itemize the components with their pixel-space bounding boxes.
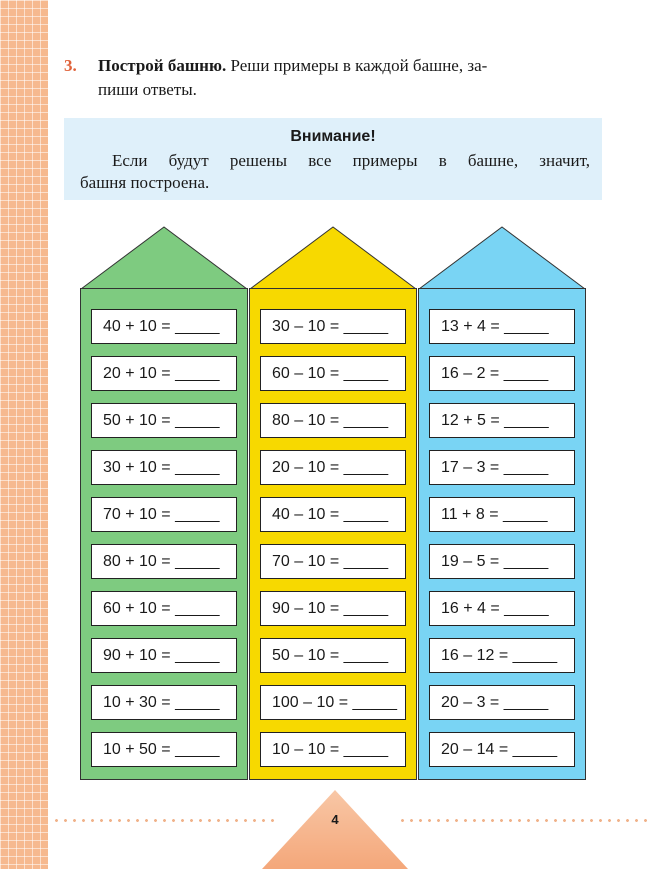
example-cell[interactable]: 17 – 3 = _____ <box>429 450 575 485</box>
example-cell[interactable]: 30 – 10 = _____ <box>260 309 406 344</box>
example-cell[interactable]: 50 – 10 = _____ <box>260 638 406 673</box>
tower-roof <box>249 226 417 290</box>
task-title: Построй башню. <box>98 56 227 75</box>
tower-yellow <box>249 226 417 780</box>
example-cell[interactable]: 50 + 10 = _____ <box>91 403 237 438</box>
attention-box <box>64 118 602 200</box>
task-3 <box>64 54 604 102</box>
example-cell[interactable]: 80 + 10 = _____ <box>91 544 237 579</box>
example-cell[interactable]: 80 – 10 = _____ <box>260 403 406 438</box>
footer-dots-right <box>398 819 650 822</box>
example-cell[interactable]: 90 – 10 = _____ <box>260 591 406 626</box>
task-number: 3. <box>64 56 77 75</box>
attention-text <box>80 150 590 194</box>
tower-body <box>418 288 586 780</box>
example-cell[interactable]: 12 + 5 = _____ <box>429 403 575 438</box>
attention-line2: башня построена. <box>80 173 210 192</box>
example-cell[interactable]: 16 + 4 = _____ <box>429 591 575 626</box>
tower-roof <box>80 226 248 290</box>
example-cell[interactable]: 90 + 10 = _____ <box>91 638 237 673</box>
example-cell[interactable]: 60 + 10 = _____ <box>91 591 237 626</box>
task-text-line2: пиши ответы. <box>98 80 197 99</box>
tower-body <box>80 288 248 780</box>
example-cell[interactable]: 11 + 8 = _____ <box>429 497 575 532</box>
footer-dots-left <box>52 819 274 822</box>
tower-green <box>80 226 248 780</box>
example-cell[interactable]: 60 – 10 = _____ <box>260 356 406 391</box>
tower-blue <box>418 226 586 780</box>
tower-roof <box>418 226 586 290</box>
example-cell[interactable]: 40 + 10 = _____ <box>91 309 237 344</box>
example-cell[interactable]: 10 + 30 = _____ <box>91 685 237 720</box>
attention-line1: Если будут решены все примеры в башне, значит, <box>112 151 590 170</box>
example-cell[interactable]: 19 – 5 = _____ <box>429 544 575 579</box>
attention-title: Внимание! <box>290 128 376 145</box>
example-cell[interactable]: 20 – 10 = _____ <box>260 450 406 485</box>
example-cell[interactable]: 16 – 2 = _____ <box>429 356 575 391</box>
example-cell[interactable]: 20 + 10 = _____ <box>91 356 237 391</box>
example-cell[interactable]: 30 + 10 = _____ <box>91 450 237 485</box>
example-cell[interactable]: 10 + 50 = _____ <box>91 732 237 767</box>
tower-body <box>249 288 417 780</box>
example-cell[interactable]: 20 – 14 = _____ <box>429 732 575 767</box>
margin-strip <box>0 0 48 869</box>
example-cell[interactable]: 70 – 10 = _____ <box>260 544 406 579</box>
page-corner-triangle <box>262 790 408 869</box>
example-cell[interactable]: 10 – 10 = _____ <box>260 732 406 767</box>
example-cell[interactable]: 20 – 3 = _____ <box>429 685 575 720</box>
example-cell[interactable]: 40 – 10 = _____ <box>260 497 406 532</box>
example-cell[interactable]: 16 – 12 = _____ <box>429 638 575 673</box>
example-cell[interactable]: 70 + 10 = _____ <box>91 497 237 532</box>
task-text-line1: Реши примеры в каждой башне, за- <box>230 56 488 75</box>
page-number: 4 <box>331 812 339 827</box>
example-cell[interactable]: 100 – 10 = _____ <box>260 685 406 720</box>
example-cell[interactable]: 13 + 4 = _____ <box>429 309 575 344</box>
